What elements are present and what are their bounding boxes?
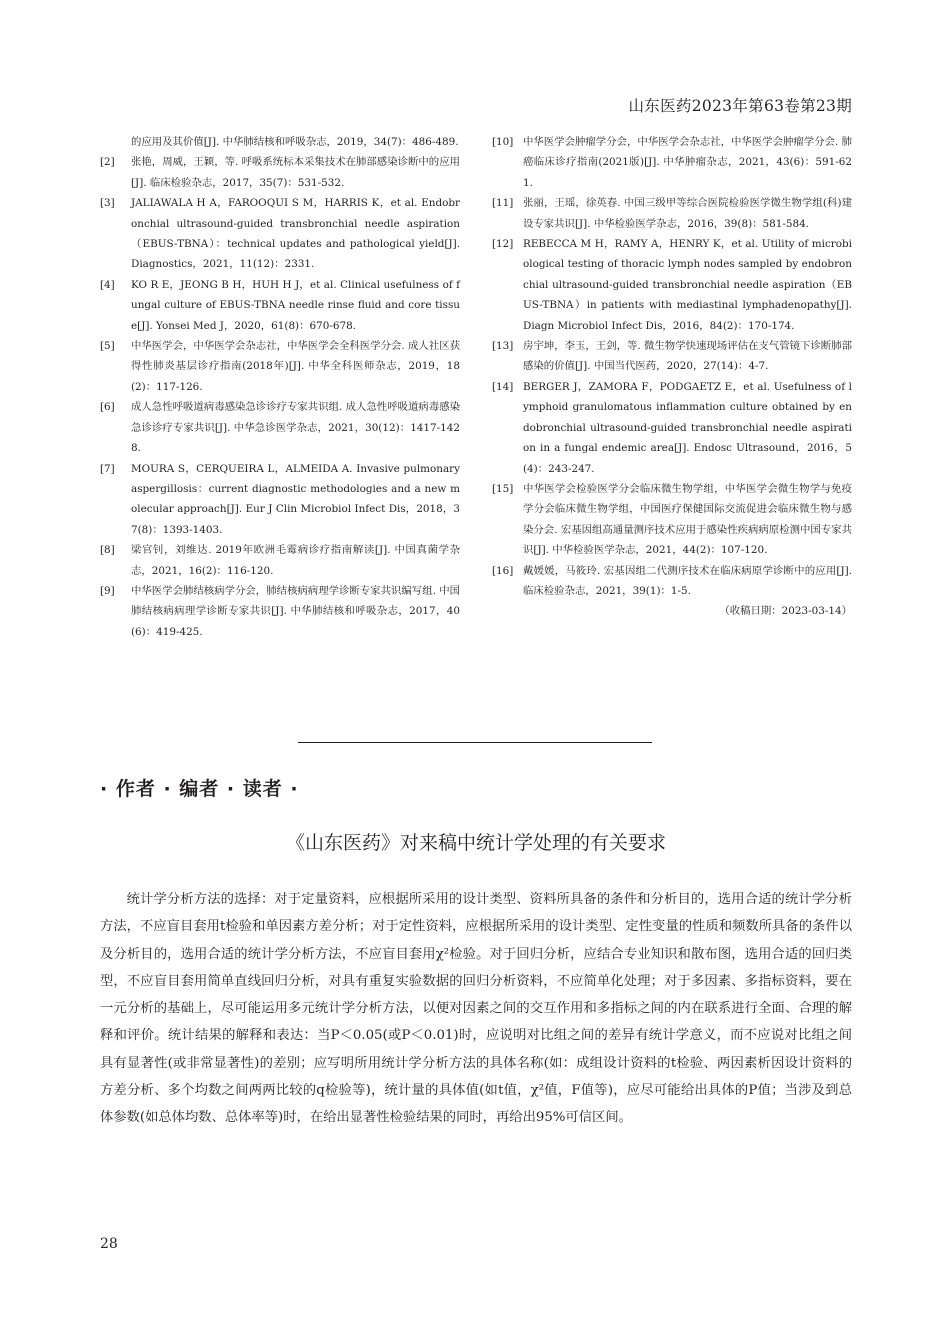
- reference-number: [5]: [100, 340, 115, 353]
- reference-text: 戴媛媛，马筱玲. 宏基因组二代测序技术在临床病原学诊断中的应用[J]. 临床检验杂志，2021，39(1)：1-5.: [523, 564, 852, 597]
- reference-text: 中华医学会肿瘤学分会，中华医学会杂志社，中华医学会肿瘤学分会. 肺癌临床诊疗指南(2021版)[J]. 中华肿瘤杂志，2021，43(6)：591-621.: [523, 136, 852, 189]
- column-heading: · 作者 · 编者 · 读者 ·: [100, 778, 299, 800]
- reference-number: [13]: [492, 340, 514, 353]
- article-title: 《山东医药》对来稿中统计学处理的有关要求: [285, 832, 666, 854]
- reference-text: 张艳，周威，王颖，等. 呼吸系统标本采集技术在肺部感染诊断中的应用[J]. 临床检验杂志，2017，35(7)：531-532.: [131, 156, 460, 189]
- reference-item: [100, 336, 460, 397]
- reference-item: [492, 561, 852, 602]
- reference-text: 中华医学会检验医学分会临床微生物学组，中华医学会微生物学与免疫学分会临床微生物学组，中国医疗保健国际交流促进会临床微生物与感染分会. 宏基因组高通量测序技术应用于感染性疾病病原检测中国专家共识[J]. 中华检验医学杂志，2021，44(2)：107-120.: [523, 482, 852, 557]
- reference-item: [100, 152, 460, 193]
- page-number: 28: [100, 1236, 118, 1252]
- reference-number: [9]: [100, 584, 115, 597]
- reference-text: BERGER J，ZAMORA F，PODGAETZ E，et al. Usefulness of lymphoid granulomatous inflammation culture obtained by endobronchial ultrasound-guided transbronchial needle aspiration in a fungal endemic area[J]. Endosc Ultrasound，2016，5(4)：243-247.: [523, 380, 852, 475]
- reference-number: [10]: [492, 136, 514, 148]
- reference-item: [100, 193, 460, 275]
- reference-text: 成人急性呼吸道病毒感染急诊诊疗专家共识组. 成人急性呼吸道病毒感染急诊诊疗专家共识[J]. 中华急诊医学杂志，2021，30(12)：1417-1428.: [131, 401, 460, 455]
- reference-text: JALIAWALA H A，FAROOQUI S M，HARRIS K，et al. Endobronchial ultrasound-guided transbronchial needle aspiration（EBUS-TBNA）：technical updates and pathological yield[J]. Diagnostics，2021，11(12)：2331.: [131, 197, 460, 271]
- reference-item: [100, 581, 460, 642]
- reference-text: 房宇坤，李玉，王剑，等. 微生物学快速现场评估在支气管镜下诊断肺部感染的价值[J]. 中国当代医药，2020，27(14)：4-7.: [523, 340, 852, 373]
- references-right-column: [492, 132, 852, 621]
- reference-number: [11]: [492, 197, 514, 210]
- reference-item: [492, 377, 852, 479]
- reference-text: MOURA S，CERQUEIRA L，ALMEIDA A. Invasive pulmonary aspergillosis：current diagnostic methodologies and a new molecular approach[J]. Eur J Clin Microbiol Infect Dis，2018，37(8)：1393-1403.: [131, 462, 460, 536]
- reference-item: [492, 234, 852, 336]
- reference-number: [2]: [100, 156, 115, 169]
- reference-item: [100, 459, 460, 541]
- reference-text: REBECCA M H，RAMY A，HENRY K，et al. Utility of microbiological testing of thoracic lymph nodes sampled by endobronchial ultrasound-guided transbronchial needle aspiration（EBUS-TBNA）in patients with mediastinal lymphadenopathy[J]. Diagn Microbiol Infect Dis，2016，84(2)：170-174.: [523, 238, 852, 332]
- reference-number: [3]: [100, 197, 115, 210]
- reference-number: [14]: [492, 380, 514, 393]
- received-date: （收稿日期：2023-03-14）: [719, 605, 852, 618]
- reference-item: [492, 336, 852, 377]
- reference-text: 中华医学会肺结核病学分会，肺结核病病理学诊断专家共识编写组. 中国肺结核病病理学诊断专家共识[J]. 中华肺结核和呼吸杂志，2017，40(6)：419-425.: [131, 584, 460, 638]
- article-body: 统计学分析方法的选择：对于定量资料，应根据所采用的设计类型、资料所具备的条件和分析目的，选用合适的统计学分析方法，不应盲目套用t检验和单因素方差分析；对于定性资料，应根据所采用的设计类型、定性变量的性质和频数所具备的条件以及分析目的，选用合适的统计学分析方法，不应盲目套用χ²检验。对于回归分析，应结合专业知识和散布图，选用合适的回归类型，不应盲目套用简单直线回归分析，对具有重复实验数据的回归分析资料，不应简单化处理；对于多因素、多指标资料，要在一元分析的基础上，尽可能运用多元统计学分析方法，以便对因素之间的交互作用和多指标之间的内在联系进行全面、合理的解释和评价。统计结果的解释和表达：当P＜0.05(或P＜0.01)时，应说明对比组之间的差异有统计学意义，而不应说对比组之间具有显著性(或非常显著性)的差别；应写明所用统计学分析方法的具体名称(如：成组设计资料的t检验、两因素析因设计资料的方差分析、多个均数之间两两比较的q检验等)，统计量的具体值(如t值，χ²值，F值等)，应尽可能给出具体的P值；当涉及到总体参数(如总体均数、总体率等)时，在给出显著性检验结果的同时，再给出95%可信区间。: [100, 892, 852, 1126]
- reference-item: [100, 275, 460, 336]
- section-divider: [298, 742, 652, 743]
- reference-text: KO R E，JEONG B H，HUH H J，et al. Clinical usefulness of fungal culture of EBUS-TBNA needle rinse fluid and core tissue[J]. Yonsei Med J，2020，61(8)：670-678.: [131, 278, 460, 332]
- running-header: 山东医药2023年第63卷第23期: [628, 97, 852, 115]
- reference-text: 张丽，王瑶，徐英春. 中国三级甲等综合医院检验医学微生物学组(科)建设专家共识[J]. 中华检验医学杂志，2016，39(8)：581-584.: [523, 197, 852, 230]
- reference-text: 的应用及其价值[J]. 中华肺结核和呼吸杂志，2019，34(7)：486-489.: [131, 136, 459, 148]
- reference-text: 中华医学会，中华医学会杂志社，中华医学会全科医学分会. 成人社区获得性肺炎基层诊疗指南(2018年)[J]. 中华全科医师杂志，2019，18(2)：117-126.: [131, 340, 460, 393]
- reference-number: [15]: [492, 482, 514, 495]
- reference-item: [492, 479, 852, 561]
- reference-number: [6]: [100, 401, 115, 414]
- reference-item: [100, 132, 460, 152]
- references-left-column: [100, 132, 460, 642]
- reference-item: [492, 132, 852, 193]
- reference-text: 梁官钊，刘维达. 2019年欧洲毛霉病诊疗指南解读[J]. 中国真菌学杂志，2021，16(2)：116-120.: [131, 544, 460, 577]
- reference-item: [100, 397, 460, 458]
- reference-item: [100, 540, 460, 581]
- reference-number: [4]: [100, 278, 115, 291]
- reference-item: [492, 193, 852, 234]
- reference-number: [8]: [100, 544, 115, 557]
- reference-number: [16]: [492, 564, 514, 577]
- reference-number: [12]: [492, 238, 514, 251]
- reference-number: [7]: [100, 462, 115, 475]
